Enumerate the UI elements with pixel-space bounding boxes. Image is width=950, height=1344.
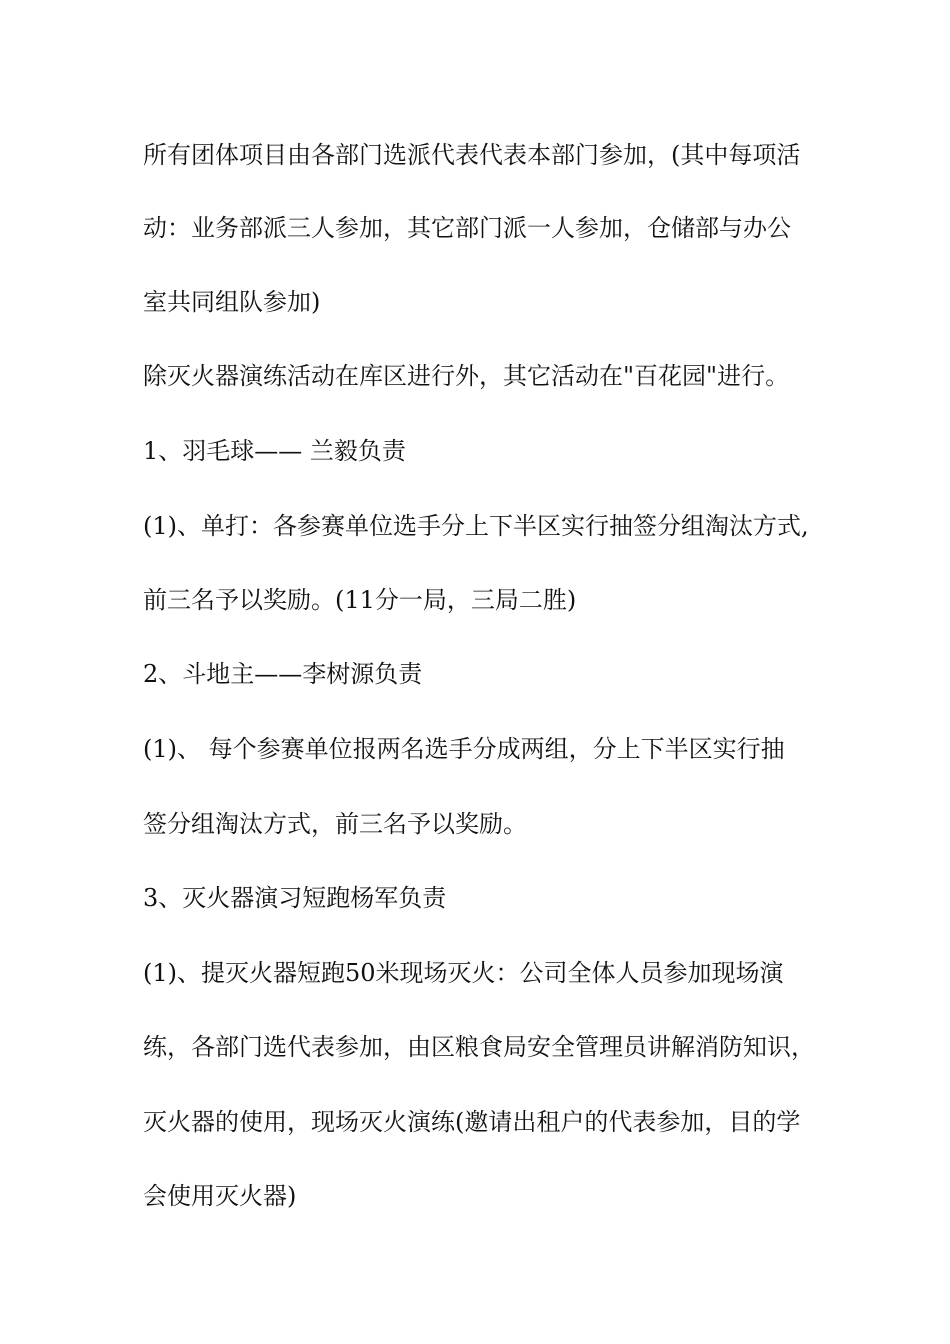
heading-badminton: 1、羽毛球—— 兰毅负责 [143, 437, 406, 465]
badminton-rule-line-2: 前三名予以奖励。(11分一局，三局二胜) [143, 586, 577, 614]
paragraph-team-events-line-2: 动：业务部派三人参加，其它部门派一人参加，仓储部与办公 [143, 214, 791, 242]
doudizhu-rule-line-1: (1)、 每个参赛单位报两名选手分成两组，分上下半区实行抽 [143, 735, 785, 763]
badminton-rule-line-1: (1)、单打：各参赛单位选手分上下半区实行抽签分组淘汰方式, [143, 512, 809, 540]
fire-drill-rule-line-3: 灭火器的使用，现场灭火演练(邀请出租户的代表参加，目的学 [143, 1108, 801, 1136]
paragraph-team-events-line-3: 室共同组队参加) [143, 288, 321, 316]
heading-fire-drill: 3、灭火器演习短跑杨军负责 [143, 884, 447, 912]
fire-drill-rule-line-4: 会使用灭火器) [143, 1182, 297, 1210]
paragraph-venue-note: 除灭火器演练活动在库区进行外，其它活动在"百花园"进行。 [143, 362, 790, 390]
fire-drill-rule-line-1: (1)、提灭火器短跑50米现场灭火：公司全体人员参加现场演 [143, 959, 784, 987]
doudizhu-rule-line-2: 签分组淘汰方式，前三名予以奖励。 [143, 810, 527, 838]
fire-drill-rule-line-2: 练，各部门选代表参加，由区粮食局安全管理员讲解消防知识， [143, 1033, 815, 1061]
heading-doudizhu: 2、斗地主——李树源负责 [143, 660, 423, 688]
paragraph-team-events-line-1: 所有团体项目由各部门选派代表代表本部门参加，(其中每项活 [143, 141, 801, 169]
